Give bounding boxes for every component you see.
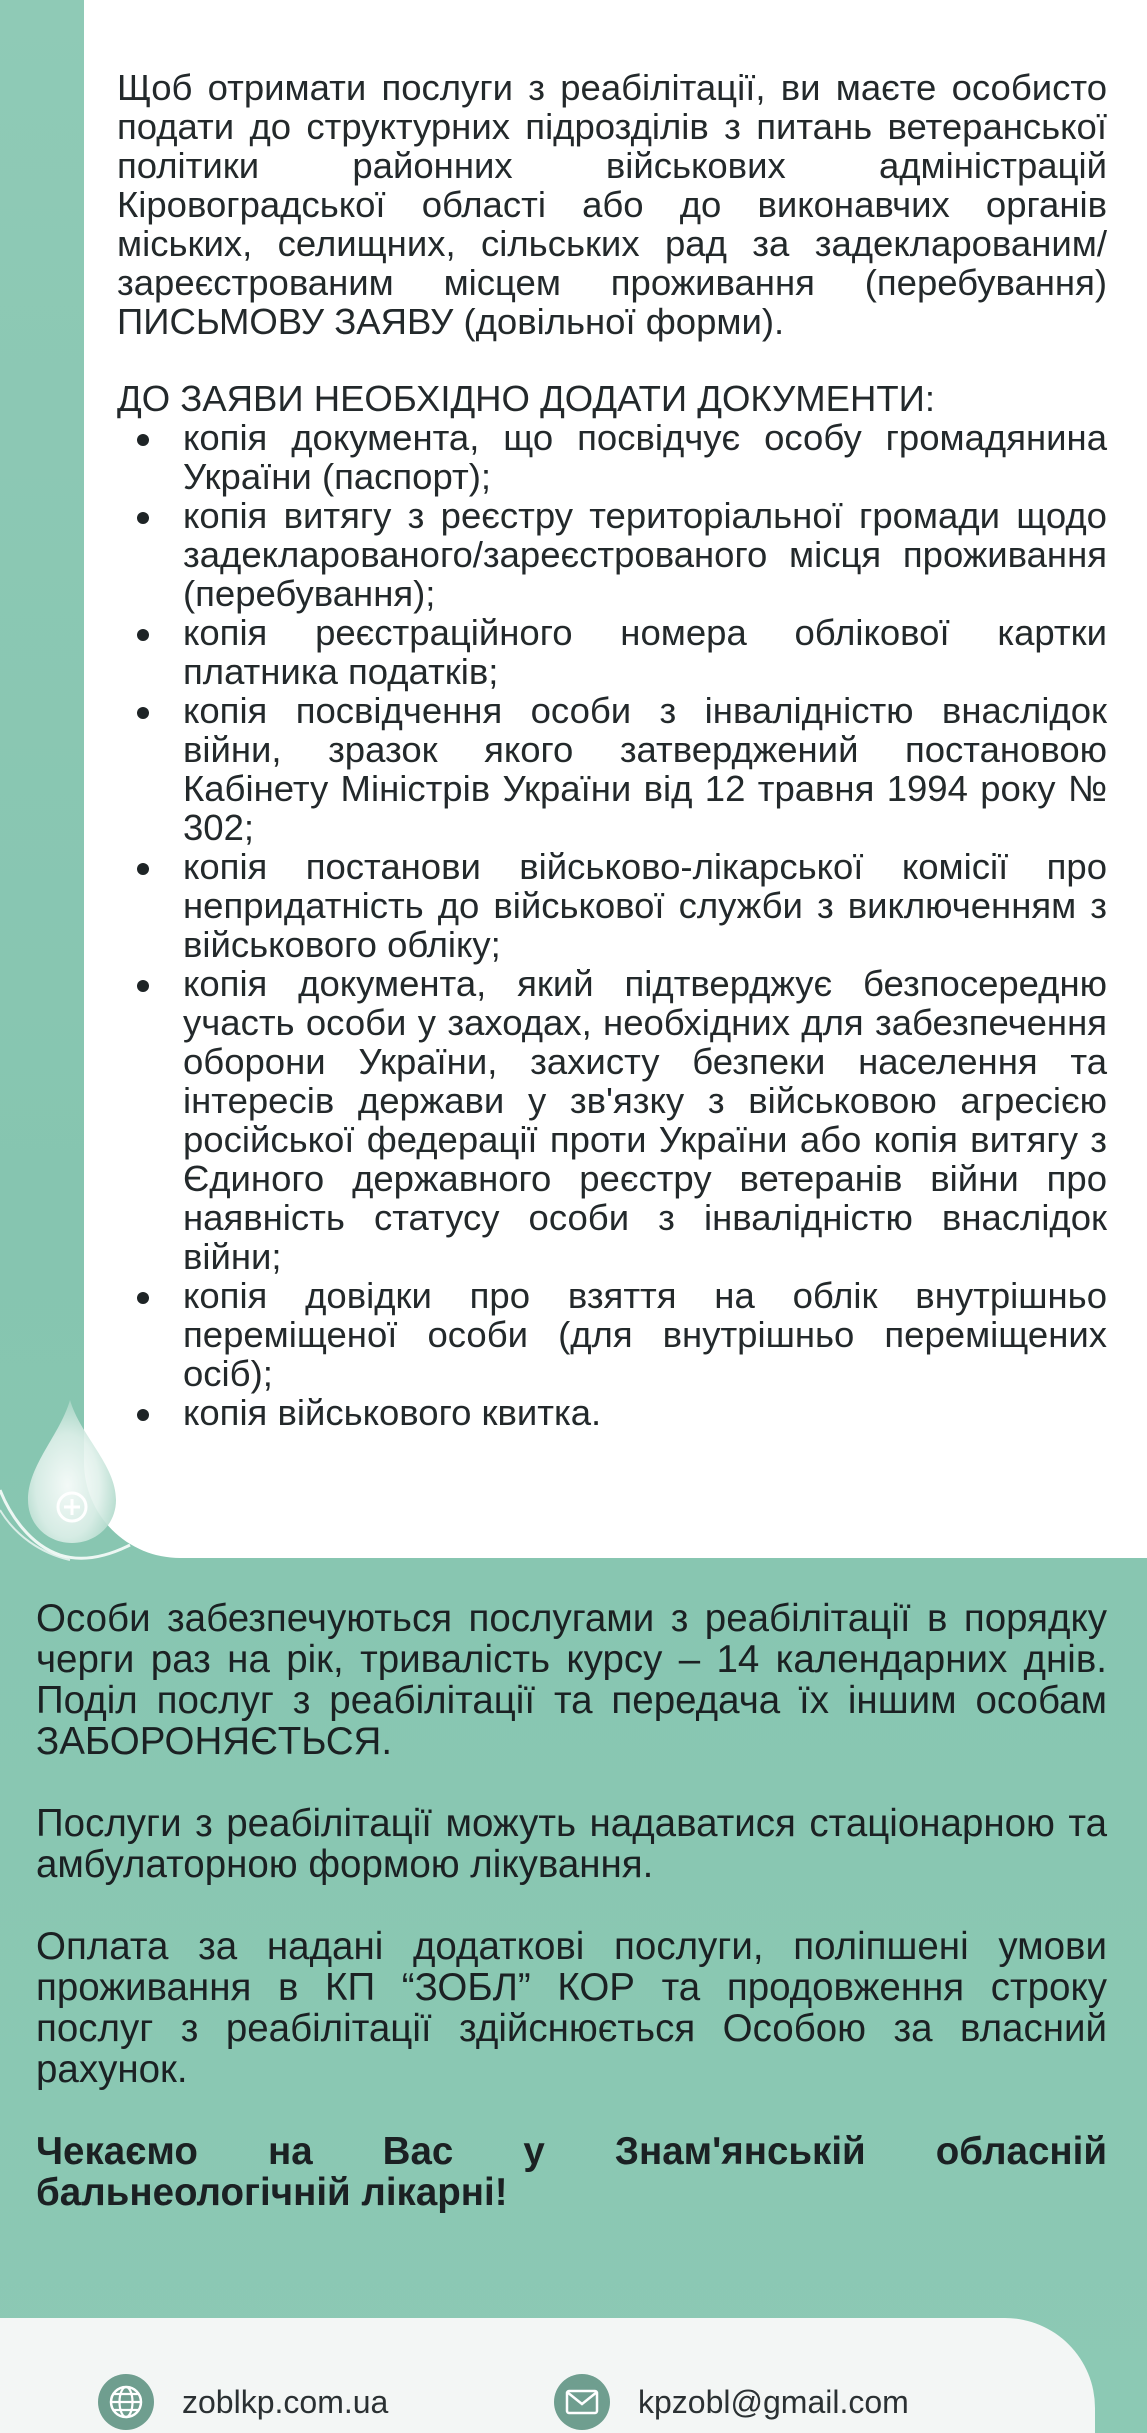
- list-item: копія документа, який підтверджує безпосередню участь особи у заходах, необхідних для забезпечення оборони України, захисту безпеки населення та інтересів держави у зв'язку з військовою агресією російської федерації проти України або копія витягу з Єдиного державного реєстру ветеранів війни про наявність статусу особи з інвалідністю внаслідок війни;: [117, 964, 1107, 1276]
- list-item: копія посвідчення особи з інвалідністю внаслідок війни, зразок якого затверджений постановою Кабінету Міністрів України від 12 травня 1994 року № 302;: [117, 691, 1107, 847]
- bullet-icon: [137, 1409, 149, 1421]
- payment-paragraph: Оплата за надані додаткові послуги, поліпшені умови проживання в КП “ЗОБЛ” КОР та продовження строку послуг з реабілітації здійснюється Особою за власний рахунок.: [36, 1925, 1107, 2091]
- bullet-icon: [137, 980, 149, 992]
- website-contact[interactable]: [98, 2374, 388, 2430]
- forms-paragraph: Послуги з реабілітації можуть надаватися стаціонарною та амбулаторною формою лікування.: [36, 1802, 1107, 1886]
- requirements-section: [117, 68, 1107, 1432]
- bullet-icon: [137, 629, 149, 641]
- queue-paragraph: Особи забезпечуються послугами з реабілітації в порядку черги раз на рік, тривалість курсу – 14 календарних днів. Поділ послуг з реабілітації та передача їх іншим особам ЗАБОРОНЯЄТЬСЯ.: [36, 1597, 1107, 1763]
- list-item: копія постанови військово-лікарської комісії про непридатність до військової служби з виключенням з військового обліку;: [117, 847, 1107, 964]
- intro-paragraph: Щоб отримати послуги з реабілітації, ви маєте особисто подати до структурних підрозділів з питань ветеранської політики районних військових адміністрацій Кіровоградської області або до виконавчих органів міських, селищних, сільських рад за задекларованим/зареєстрованим місцем проживання (перебування) ПИСЬМОВУ ЗАЯВУ (довільної форми).: [117, 67, 1107, 342]
- website-link[interactable]: zoblkp.com.ua: [182, 2383, 389, 2420]
- email-contact[interactable]: [554, 2374, 909, 2430]
- bullet-icon: [137, 1292, 149, 1304]
- envelope-icon: [554, 2374, 610, 2430]
- list-item: копія довідки про взяття на облік внутрішньо переміщеної особи (для внутрішньо переміщених осіб);: [117, 1276, 1107, 1393]
- list-item: копія документа, що посвідчує особу громадянина України (паспорт);: [117, 418, 1107, 496]
- email-link[interactable]: kpzobl@gmail.com: [638, 2383, 909, 2420]
- globe-icon: [98, 2374, 154, 2430]
- bullet-icon: [137, 707, 149, 719]
- list-item: копія військового квитка.: [117, 1393, 1107, 1432]
- bullet-icon: [137, 434, 149, 446]
- list-item: копія реєстраційного номера облікової картки платника податків;: [117, 613, 1107, 691]
- documents-heading: ДО ЗАЯВИ НЕОБХІДНО ДОДАТИ ДОКУМЕНТИ:: [117, 378, 936, 419]
- documents-list: [117, 418, 1107, 1432]
- info-section: [36, 1598, 1107, 2254]
- bullet-icon: [137, 863, 149, 875]
- bullet-icon: [137, 512, 149, 524]
- list-item: копія витягу з реєстру територіальної громади щодо задекларованого/зареєстрованого місця проживання (перебування);: [117, 496, 1107, 613]
- closing-invitation: Чекаємо на Вас у Знам'янській обласній бальнеологічній лікарні!: [36, 2130, 1107, 2214]
